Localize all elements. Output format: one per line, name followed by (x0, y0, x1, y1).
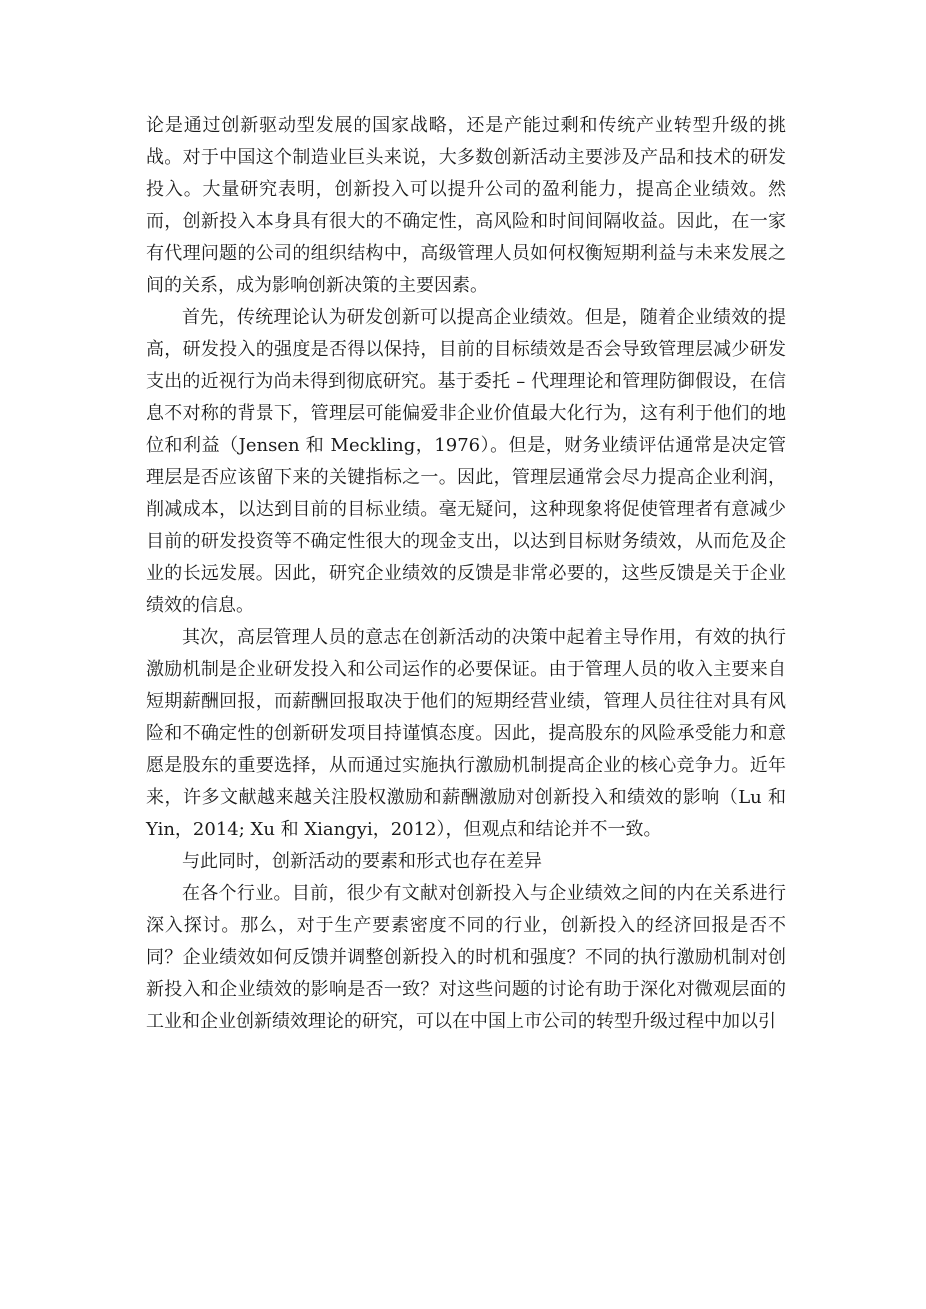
paragraph-1: 论是通过创新驱动型发展的国家战略，还是产能过剩和传统产业转型升级的挑战。对于中国这个制造业巨头来说，大多数创新活动主要涉及产品和技术的研发投入。大量研究表明，创新投入可以提升公司的盈利能力，提高企业绩效。然而，创新投入本身具有很大的不确定性，高风险和时间间隔收益。因此，在一家有代理问题的公司的组织结构中，高级管理人员如何权衡短期利益与未来发展之间的关系，成为影响创新决策的主要因素。 (146, 115, 786, 296)
body-text (146, 110, 786, 1038)
paragraph-3: 其次，高层管理人员的意志在创新活动的决策中起着主导作用，有效的执行激励机制是企业研发投入和公司运作的必要保证。由于管理人员的收入主要来自短期薪酬回报，而薪酬回报取决于他们的短期经营业绩，管理人员往往对具有风险和不确定性的创新研发项目持谨慎态度。因此，提高股东的风险承受能力和意愿是股东的重要选择，从而通过实施执行激励机制提高企业的核心竞争力。近年来，许多文献越来越关注股权激励和薪酬激励对创新投入和绩效的影响（Lu 和 Yin，2014; Xu 和 Xiangyi，2012），但观点和结论并不一致。 (146, 627, 786, 840)
paragraph-2: 首先，传统理论认为研发创新可以提高企业绩效。但是，随着企业绩效的提高，研发投入的强度是否得以保持，目前的目标绩效是否会导致管理层减少研发支出的近视行为尚未得到彻底研究。基于委托 – 代理理论和管理防御假设，在信息不对称的背景下，管理层可能偏爱非企业价值最大化行为，这有利于他们的地位和利益（Jensen 和 Meckling，1976）。但是，财务业绩评估通常是决定管理层是否应该留下来的关键指标之一。因此，管理层通常会尽力提高企业利润，削减成本，以达到目前的目标业绩。毫无疑问，这种现象将促使管理者有意减少目前的研发投资等不确定性很大的现金支出，以达到目标财务绩效，从而危及企业的长远发展。因此，研究企业绩效的反馈是非常必要的，这些反馈是关于企业绩效的信息。 (146, 307, 786, 616)
paragraph-5: 在各个行业。目前，很少有文献对创新投入与企业绩效之间的内在关系进行深入探讨。那么，对于生产要素密度不同的行业，创新投入的经济回报是否不同？企业绩效如何反馈并调整创新投入的时机和强度？不同的执行激励机制对创新投入和企业绩效的影响是否一致？对这些问题的讨论有助于深化对微观层面的工业和企业创新绩效理论的研究，可以在中国上市公司的转型升级过程中加以引 (146, 883, 786, 1032)
paragraph-4: 与此同时，创新活动的要素和形式也存在差异 (182, 851, 542, 872)
